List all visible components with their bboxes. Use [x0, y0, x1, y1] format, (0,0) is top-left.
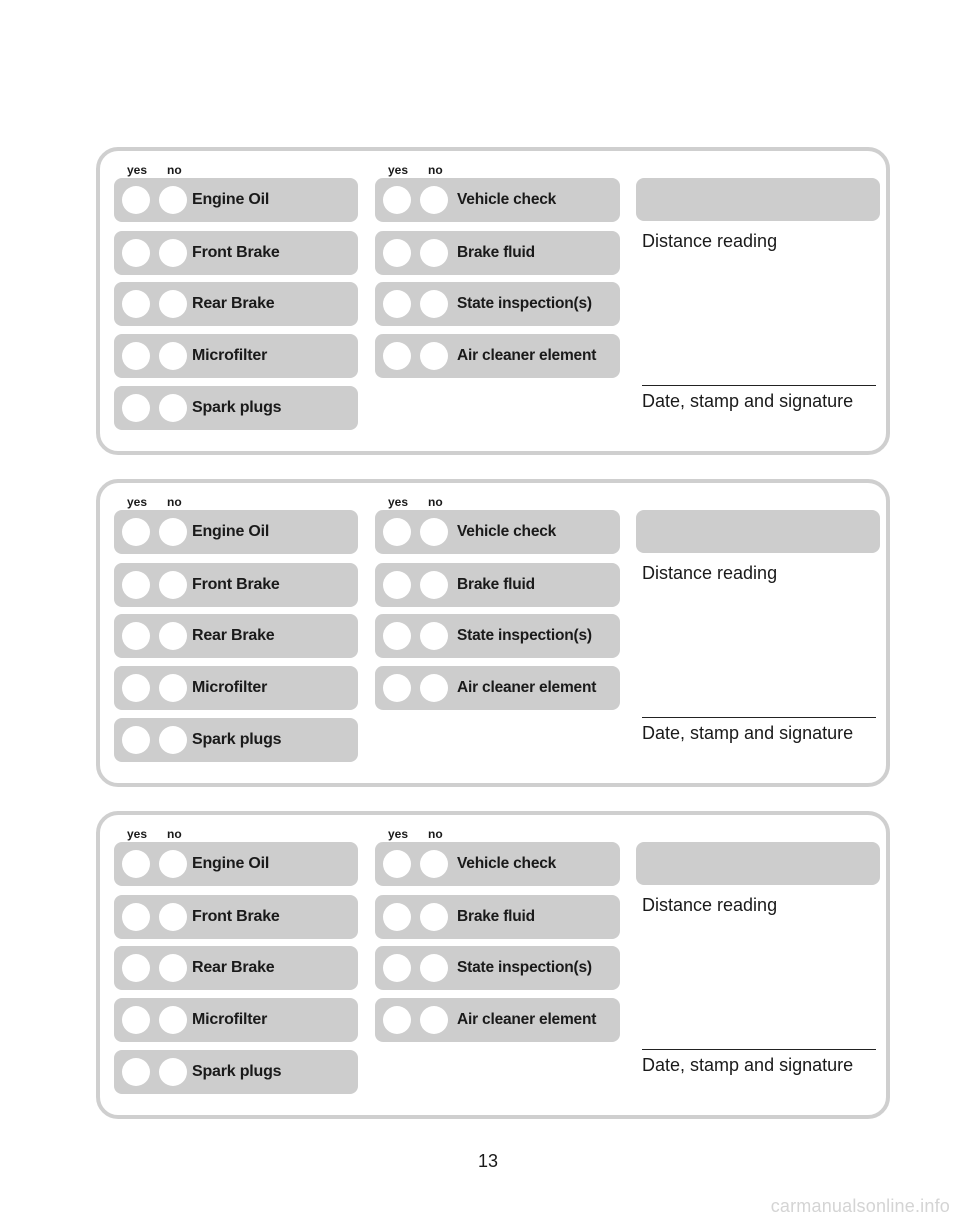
service-item-vehicle-check — [375, 510, 620, 554]
service-item-spark-plugs — [114, 1050, 358, 1094]
yes-checkbox[interactable] — [122, 674, 150, 702]
service-item-rear-brake — [114, 946, 358, 990]
yes-checkbox[interactable] — [383, 186, 411, 214]
service-item-vehicle-check — [375, 178, 620, 222]
yes-label: yes — [127, 827, 148, 841]
service-item-label: Engine Oil — [192, 191, 270, 208]
no-label: no — [428, 495, 443, 509]
no-checkbox[interactable] — [159, 571, 187, 599]
yes-label: yes — [127, 163, 148, 177]
service-item-label: Microfilter — [192, 679, 268, 696]
service-item-air-cleaner-element — [375, 666, 620, 710]
service-item-label: Air cleaner element — [457, 347, 597, 364]
yes-checkbox[interactable] — [122, 1058, 150, 1086]
yes-checkbox[interactable] — [122, 290, 150, 318]
distance-reading-label: Distance reading — [642, 231, 778, 251]
service-item-brake-fluid — [375, 895, 620, 939]
no-label: no — [428, 827, 443, 841]
yes-checkbox[interactable] — [122, 186, 150, 214]
no-checkbox[interactable] — [159, 186, 187, 214]
no-checkbox[interactable] — [159, 342, 187, 370]
signature-label: Date, stamp and signature — [642, 391, 854, 411]
service-item-spark-plugs — [114, 718, 358, 762]
no-checkbox[interactable] — [420, 954, 448, 982]
signature-label: Date, stamp and signature — [642, 723, 854, 743]
distance-reading-field[interactable] — [636, 510, 880, 553]
service-item-engine-oil — [114, 510, 358, 554]
yes-checkbox[interactable] — [383, 342, 411, 370]
service-item-label: State inspection(s) — [457, 959, 592, 976]
service-item-brake-fluid — [375, 231, 620, 275]
no-checkbox[interactable] — [420, 850, 448, 878]
signature-line — [642, 717, 876, 718]
no-checkbox[interactable] — [420, 239, 448, 267]
service-item-label: Brake fluid — [457, 576, 535, 593]
service-item-label: State inspection(s) — [457, 295, 592, 312]
yes-label: yes — [388, 163, 409, 177]
yes-checkbox[interactable] — [383, 1006, 411, 1034]
signature-label: Date, stamp and signature — [642, 1055, 854, 1075]
no-label: no — [167, 495, 182, 509]
service-item-label: Vehicle check — [457, 523, 557, 540]
service-item-label: Engine Oil — [192, 855, 270, 872]
service-item-brake-fluid — [375, 563, 620, 607]
yes-checkbox[interactable] — [122, 239, 150, 267]
service-item-label: Front Brake — [192, 576, 280, 593]
service-item-front-brake — [114, 563, 358, 607]
service-item-air-cleaner-element — [375, 334, 620, 378]
yes-checkbox[interactable] — [122, 726, 150, 754]
service-item-microfilter — [114, 998, 358, 1042]
yes-checkbox[interactable] — [383, 571, 411, 599]
yes-checkbox[interactable] — [383, 903, 411, 931]
yes-checkbox[interactable] — [383, 622, 411, 650]
service-item-label: Microfilter — [192, 347, 268, 364]
yes-checkbox[interactable] — [383, 850, 411, 878]
service-record-card-1 — [96, 147, 890, 455]
no-checkbox[interactable] — [420, 186, 448, 214]
service-item-state-inspection — [375, 282, 620, 326]
yes-checkbox[interactable] — [383, 674, 411, 702]
yes-checkbox[interactable] — [383, 239, 411, 267]
service-item-label: Brake fluid — [457, 244, 535, 261]
service-item-vehicle-check — [375, 842, 620, 886]
no-checkbox[interactable] — [159, 1006, 187, 1034]
service-item-label: Vehicle check — [457, 191, 557, 208]
service-item-front-brake — [114, 231, 358, 275]
yes-checkbox[interactable] — [383, 518, 411, 546]
service-item-engine-oil — [114, 842, 358, 886]
service-item-label: State inspection(s) — [457, 627, 592, 644]
service-item-spark-plugs — [114, 386, 358, 430]
no-checkbox[interactable] — [159, 1058, 187, 1086]
no-checkbox[interactable] — [159, 674, 187, 702]
service-item-label: Rear Brake — [192, 627, 275, 644]
service-item-label: Brake fluid — [457, 908, 535, 925]
no-checkbox[interactable] — [159, 850, 187, 878]
no-checkbox[interactable] — [420, 571, 448, 599]
service-item-state-inspection — [375, 946, 620, 990]
watermark: carmanualsonline.info — [770, 1196, 950, 1216]
service-item-label: Spark plugs — [192, 731, 282, 748]
distance-reading-field[interactable] — [636, 842, 880, 885]
no-checkbox[interactable] — [159, 954, 187, 982]
service-item-microfilter — [114, 666, 358, 710]
yes-checkbox[interactable] — [122, 342, 150, 370]
service-item-state-inspection — [375, 614, 620, 658]
yes-checkbox[interactable] — [122, 850, 150, 878]
service-item-label: Front Brake — [192, 244, 280, 261]
yes-label: yes — [388, 827, 409, 841]
service-item-label: Engine Oil — [192, 523, 270, 540]
service-item-label: Air cleaner element — [457, 679, 597, 696]
service-item-air-cleaner-element — [375, 998, 620, 1042]
service-item-label: Rear Brake — [192, 295, 275, 312]
service-item-label: Vehicle check — [457, 855, 557, 872]
no-checkbox[interactable] — [159, 726, 187, 754]
no-checkbox[interactable] — [159, 518, 187, 546]
yes-checkbox[interactable] — [122, 903, 150, 931]
no-checkbox[interactable] — [159, 622, 187, 650]
no-label: no — [167, 163, 182, 177]
service-item-label: Spark plugs — [192, 399, 282, 416]
service-record-card-3 — [96, 811, 890, 1119]
page-number: 13 — [477, 1151, 499, 1171]
no-checkbox[interactable] — [420, 518, 448, 546]
no-checkbox[interactable] — [420, 903, 448, 931]
yes-label: yes — [127, 495, 148, 509]
no-checkbox[interactable] — [159, 903, 187, 931]
service-item-label: Rear Brake — [192, 959, 275, 976]
no-checkbox[interactable] — [159, 290, 187, 318]
service-item-front-brake — [114, 895, 358, 939]
service-item-rear-brake — [114, 614, 358, 658]
no-label: no — [428, 163, 443, 177]
distance-reading-label: Distance reading — [642, 895, 778, 915]
no-checkbox[interactable] — [159, 394, 187, 422]
service-item-label: Microfilter — [192, 1011, 268, 1028]
service-item-label: Front Brake — [192, 908, 280, 925]
no-checkbox[interactable] — [420, 1006, 448, 1034]
signature-line — [642, 1049, 876, 1050]
distance-reading-field[interactable] — [636, 178, 880, 221]
yes-checkbox[interactable] — [122, 394, 150, 422]
yes-label: yes — [388, 495, 409, 509]
distance-reading-label: Distance reading — [642, 563, 778, 583]
no-checkbox[interactable] — [420, 290, 448, 318]
no-label: no — [167, 827, 182, 841]
yes-checkbox[interactable] — [122, 518, 150, 546]
no-checkbox[interactable] — [420, 622, 448, 650]
yes-checkbox[interactable] — [122, 954, 150, 982]
yes-checkbox[interactable] — [383, 290, 411, 318]
service-item-microfilter — [114, 334, 358, 378]
service-item-engine-oil — [114, 178, 358, 222]
no-checkbox[interactable] — [420, 674, 448, 702]
no-checkbox[interactable] — [420, 342, 448, 370]
yes-checkbox[interactable] — [122, 571, 150, 599]
service-record-card-2 — [96, 479, 890, 787]
service-item-label: Air cleaner element — [457, 1011, 597, 1028]
yes-checkbox[interactable] — [383, 954, 411, 982]
service-item-label: Spark plugs — [192, 1063, 282, 1080]
yes-checkbox[interactable] — [122, 622, 150, 650]
signature-line — [642, 385, 876, 386]
no-checkbox[interactable] — [159, 239, 187, 267]
service-item-rear-brake — [114, 282, 358, 326]
yes-checkbox[interactable] — [122, 1006, 150, 1034]
